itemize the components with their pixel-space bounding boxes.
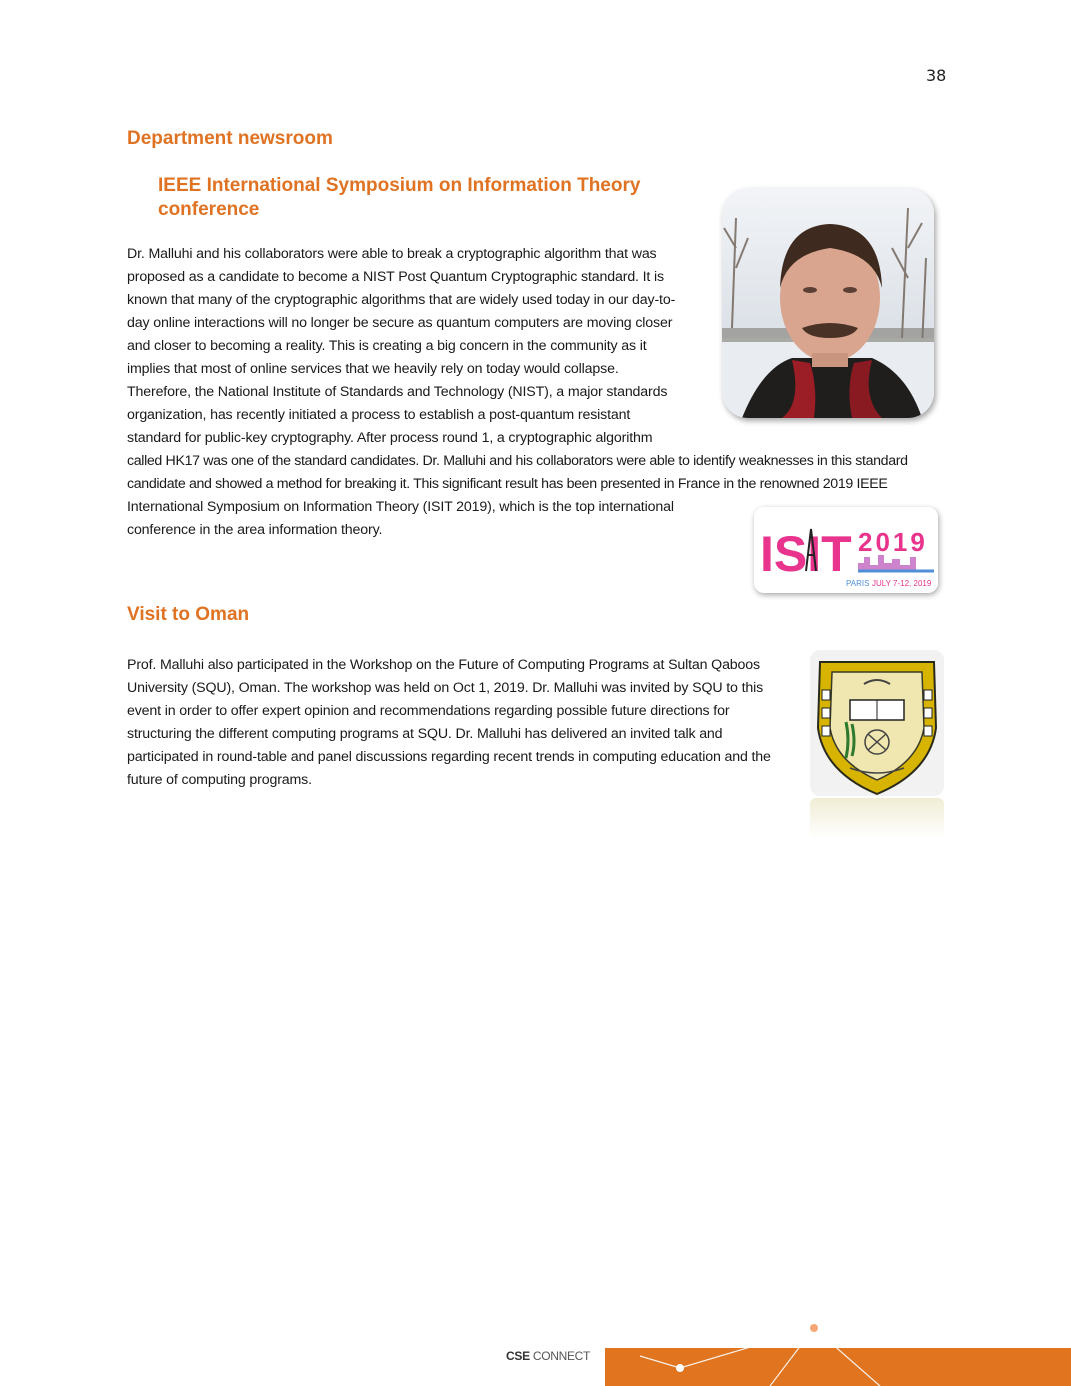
text-line: standard for public-key cryptography. After process round 1, a cryptographic algorithm <box>127 430 653 446</box>
text-line: structuring the different computing programs at SQU. Dr. Malluhi has delivered an invited talk and <box>127 726 723 742</box>
text-line: Prof. Malluhi also participated in the Workshop on the Future of Computing Programs at Sultan Qaboos <box>127 657 760 673</box>
portrait-photo <box>722 188 934 418</box>
text-line: known that many of the cryptographic algorithms that are widely used today in our day-to- <box>127 292 676 308</box>
squ-emblem <box>810 650 944 796</box>
footer-brand <box>506 1349 590 1363</box>
isit-2019-logo <box>754 507 938 593</box>
article-title: IEEE International Symposium on Information Theory conference <box>158 175 641 220</box>
footer-network-graphic <box>600 1318 1071 1386</box>
squ-emblem-reflection <box>810 798 944 838</box>
text-line: day online interactions will no longer be secure as quantum computers are moving closer <box>127 315 673 331</box>
oman-paragraph <box>127 654 795 792</box>
text-line: Therefore, the National Institute of Standards and Technology (NIST), a major standards <box>127 384 668 400</box>
text-line: University (SQU), Oman. The workshop was held on Oct 1, 2019. Dr. Malluhi was invited by SQU to this <box>127 680 764 696</box>
isit-year: 2019 <box>858 527 928 557</box>
isit-caption-dates: JULY 7-12, 2019 <box>872 579 932 588</box>
text-line: and closer to becoming a reality. This is creating a big concern in the community as it <box>127 338 647 354</box>
text-line: implies that most of online services that we heavily rely on today would collapse. <box>127 361 619 377</box>
isit-caption-city: PARIS <box>846 579 870 588</box>
article-paragraph-tail <box>127 496 725 542</box>
footer-brand-bold: CSE <box>506 1349 530 1363</box>
text-line: called HK17 was one of the standard candidates. Dr. Malluhi and his collaborators were able to identify weaknesses in this standard <box>127 453 908 469</box>
page-number: 38 <box>926 66 947 85</box>
article-paragraph-narrow <box>127 243 689 450</box>
text-line: organization, has recently initiated a process to establish a post-quantum resistant <box>127 407 631 423</box>
text-line: proposed as a candidate to become a NIST Post Quantum Cryptographic standard. It is <box>127 269 664 285</box>
section-heading-oman: Visit to Oman <box>127 604 250 625</box>
text-line: International Symposium on Information Theory (ISIT 2019), which is the top international <box>127 499 674 515</box>
text-line: event in order to offer expert opinion and recommendations regarding possible future directions for <box>127 703 730 719</box>
text-line: candidate and showed a method for breaking it. This significant result has been presented in France in the renowned 2019 IEEE <box>127 476 888 492</box>
text-line: future of computing programs. <box>127 772 312 788</box>
text-line: conference in the area information theory. <box>127 522 383 538</box>
isit-letters: ISIT <box>760 526 852 582</box>
article-paragraph-wide <box>127 450 945 496</box>
text-line: Dr. Malluhi and his collaborators were able to break a cryptographic algorithm that was <box>127 246 657 262</box>
footer-brand-light: CONNECT <box>532 1349 591 1363</box>
text-line: participated in round-table and panel discussions regarding recent trends in computing education and the <box>127 749 771 765</box>
section-heading-newsroom: Department newsroom <box>127 128 333 149</box>
